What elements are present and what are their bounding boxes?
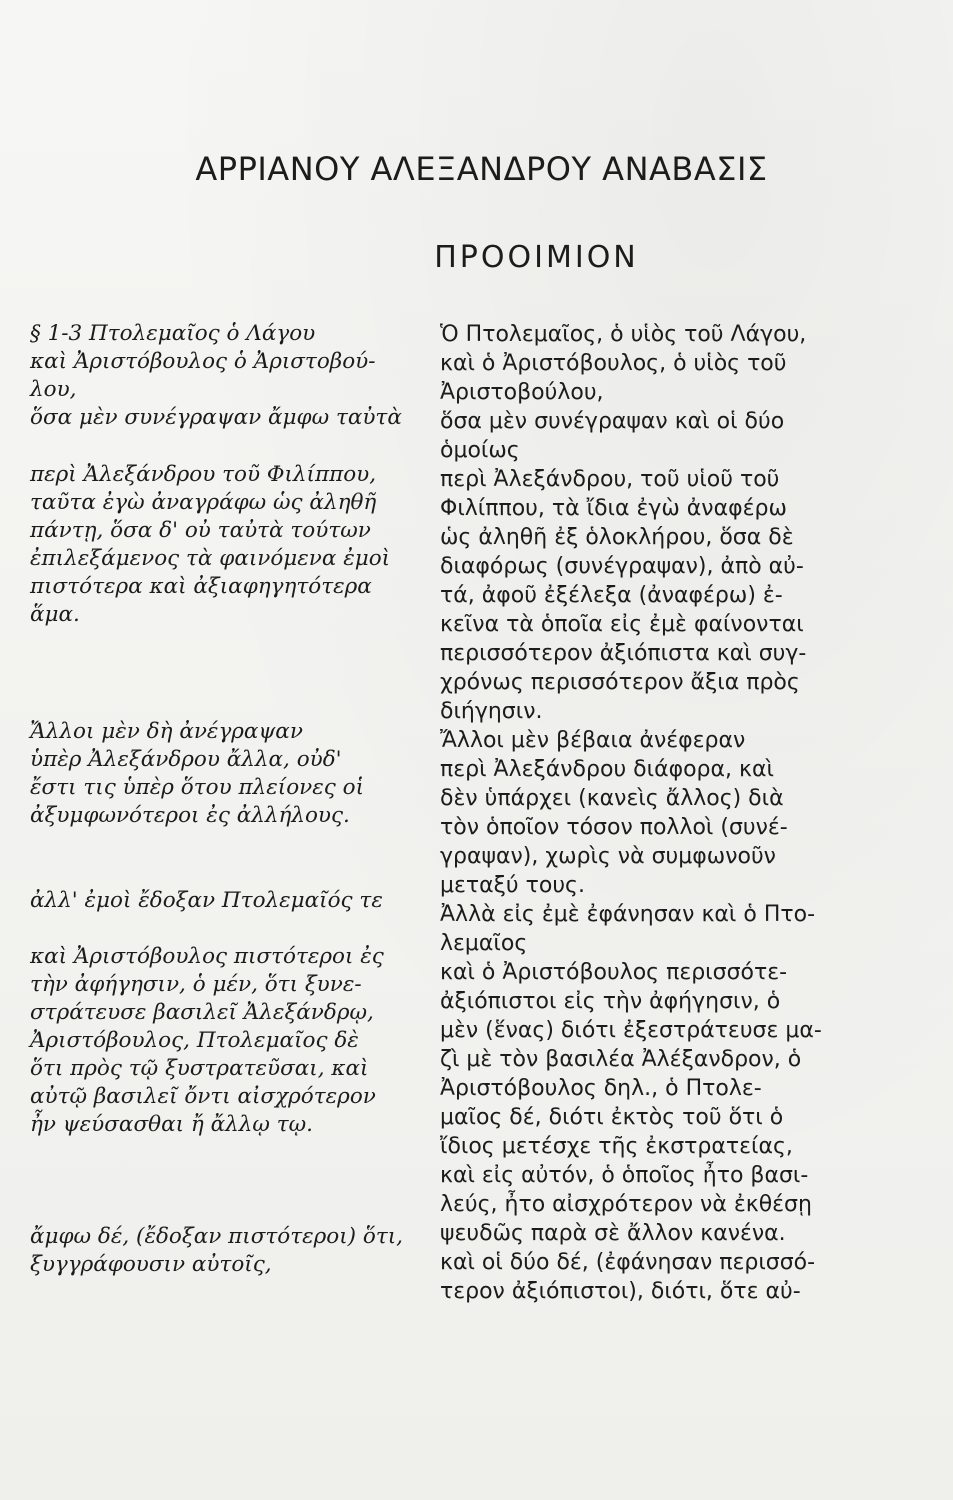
text-line: ψευδῶς παρὰ σὲ ἄλλον κανένα. bbox=[440, 1221, 786, 1246]
text-line: τὸν ὁποῖον τόσον πολλοὶ (συνέ- bbox=[440, 815, 788, 840]
text-line: στράτευσε βασιλεῖ Ἀλεξάνδρῳ, bbox=[30, 1000, 374, 1025]
text-line: περὶ Ἀλεξάνδρου, τοῦ υἱοῦ τοῦ bbox=[440, 467, 780, 492]
text-line: καὶ Ἀριστόβουλος ὁ Ἀριστοβού- bbox=[30, 349, 376, 374]
original-paragraph-1 bbox=[30, 320, 425, 629]
text-line: Ἄλλοι μὲν δὴ ἀνέγραψαν bbox=[30, 719, 303, 744]
text-line: ἔστι τις ὑπὲρ ὅτου πλείονες οἱ bbox=[30, 775, 364, 800]
text-line: περὶ Ἀλεξάνδρου τοῦ Φιλίππου, bbox=[30, 462, 377, 487]
text-line: ζὶ μὲ τὸν βασιλέα Ἀλέξανδρον, ὁ bbox=[440, 1047, 802, 1072]
text-line: καὶ εἰς αὐτόν, ὁ ὁποῖος ἦτο βασι- bbox=[440, 1163, 809, 1188]
text-line: τὴν ἀφήγησιν, ὁ μέν, ὅτι ξυνε- bbox=[30, 972, 362, 997]
text-line: § 1-3 Πτολεμαῖος ὁ Λάγου bbox=[30, 321, 316, 346]
text-line: πάντῃ, ὅσα δ' οὐ ταὐτὰ τούτων bbox=[30, 518, 371, 543]
text-line: κεῖνα τὰ ὁποῖα εἰς ἐμὲ φαίνονται bbox=[440, 612, 804, 637]
text-line: καὶ οἱ δύο δέ, (ἐφάνησαν περισσό- bbox=[440, 1250, 816, 1275]
text-line: καὶ Ἀριστόβουλος πιστότεροι ἐς bbox=[30, 944, 384, 969]
text-line: μαῖος δέ, διότι ἐκτὸς τοῦ ὅτι ὁ bbox=[440, 1105, 784, 1130]
text-line: λου, bbox=[30, 377, 77, 402]
text-line: περὶ Ἀλεξάνδρου διάφορα, καὶ bbox=[440, 757, 774, 782]
text-line: πιστότερα καὶ ἀξιαφηγητότερα bbox=[30, 574, 372, 599]
text-line: ἄμφω δέ, (ἔδοξαν πιστότεροι) ὅτι, bbox=[30, 1224, 403, 1249]
original-paragraph-5 bbox=[30, 1223, 425, 1279]
original-paragraph-4 bbox=[30, 943, 425, 1139]
text-line: ἴδιος μετέσχε τῆς ἐκστρατείας, bbox=[440, 1134, 793, 1159]
text-line: ὅσα μὲν συνέγραψαν ἄμφω ταὐτὰ bbox=[30, 405, 402, 430]
text-line: καὶ ὁ Ἀριστόβουλος περισσότε- bbox=[440, 960, 788, 985]
greek-original-column bbox=[30, 320, 425, 1279]
text-line: ἅμα. bbox=[30, 602, 80, 627]
text-line: διήγησιν. bbox=[440, 699, 543, 724]
text-line: μὲν (ἕνας) διότι ἐξεστράτευσε μα- bbox=[440, 1018, 822, 1043]
text-line: γραψαν), χωρὶς νὰ συμφωνοῦν bbox=[440, 844, 776, 869]
text-line: περισσότερον ἀξιόπιστα καὶ συγ- bbox=[440, 641, 807, 666]
text-line: αὐτῷ βασιλεῖ ὄντι αἰσχρότερον bbox=[30, 1084, 376, 1109]
text-line: Ἄλλοι μὲν βέβαια ἀνέφεραν bbox=[440, 728, 746, 753]
text-line: ἦν ψεύσασθαι ἤ ἄλλῳ τῳ. bbox=[30, 1112, 313, 1137]
text-line: ἀλλ' ἐμοὶ ἔδοξαν Πτολεμαῖός τε bbox=[30, 888, 383, 913]
text-line: διαφόρως (συνέγραψαν), ἀπὸ αὐ- bbox=[440, 554, 804, 579]
text-line: Ἀριστοβούλου, bbox=[440, 380, 604, 405]
text-line: Φιλίππου, τὰ ἴδια ἐγὼ ἀναφέρω bbox=[440, 496, 787, 521]
text-line: τερον ἀξιόπιστοι), διότι, ὅτε αὐ- bbox=[440, 1279, 801, 1304]
text-line: ταῦτα ἐγὼ ἀναγράφω ὡς ἀληθῆ bbox=[30, 490, 377, 515]
text-line: Ἀλλὰ εἰς ἐμὲ ἐφάνησαν καὶ ὁ Πτο- bbox=[440, 902, 816, 927]
text-line: ξυγγράφουσιν αὐτοῖς, bbox=[30, 1252, 272, 1277]
text-line: καὶ ὁ Ἀριστόβουλος, ὁ υἱὸς τοῦ bbox=[440, 351, 787, 376]
text-line: ἐπιλεξάμενος τὰ φαινόμενα ἐμοὶ bbox=[30, 546, 391, 571]
original-paragraph-2 bbox=[30, 718, 425, 830]
text-line: Ἀριστόβουλος δηλ., ὁ Πτολε- bbox=[440, 1076, 762, 1101]
text-line: ἀξυμφωνότεροι ἐς ἀλλήλους. bbox=[30, 803, 350, 828]
section-heading: ΠΡΟΟΙΜΙΟΝ bbox=[434, 240, 639, 275]
text-line: δὲν ὑπάρχει (κανεὶς ἄλλος) διὰ bbox=[440, 786, 784, 811]
modern-greek-translation-column bbox=[440, 320, 910, 1306]
original-paragraph-3 bbox=[30, 887, 425, 915]
page-title: ΑΡΡΙΑΝΟΥ ΑΛΕΞΑΝΔΡΟΥ ΑΝΑΒΑΣΙΣ bbox=[195, 150, 768, 188]
text-line: λεύς, ἦτο αἰσχρότερον νὰ ἐκθέσῃ bbox=[440, 1192, 812, 1217]
text-line: Ἀριστόβουλος, Πτολεμαῖος δὲ bbox=[30, 1028, 359, 1053]
text-line: λεμαῖος bbox=[440, 931, 528, 956]
text-line: ὅσα μὲν συνέγραψαν καὶ οἱ δύο bbox=[440, 409, 785, 434]
text-line: ἀξιόπιστοι εἰς τὴν ἀφήγησιν, ὁ bbox=[440, 989, 781, 1014]
text-line: ὑπὲρ Ἀλεξάνδρου ἄλλα, οὐδ' bbox=[30, 747, 342, 772]
text-line: τά, ἀφοῦ ἐξέλεξα (ἀναφέρω) ἐ- bbox=[440, 583, 783, 608]
text-line: χρόνως περισσότερον ἄξια πρὸς bbox=[440, 670, 800, 695]
text-line: μεταξύ τους. bbox=[440, 873, 585, 898]
text-line: ὡς ἀληθῆ ἐξ ὁλοκλήρου, ὅσα δὲ bbox=[440, 525, 794, 550]
text-line: ὁμοίως bbox=[440, 438, 520, 463]
text-line: ὅτι πρὸς τῷ ξυστρατεῦσαι, καὶ bbox=[30, 1056, 369, 1081]
text-line: Ὁ Πτολεμαῖος, ὁ υἱὸς τοῦ Λάγου, bbox=[440, 322, 807, 347]
